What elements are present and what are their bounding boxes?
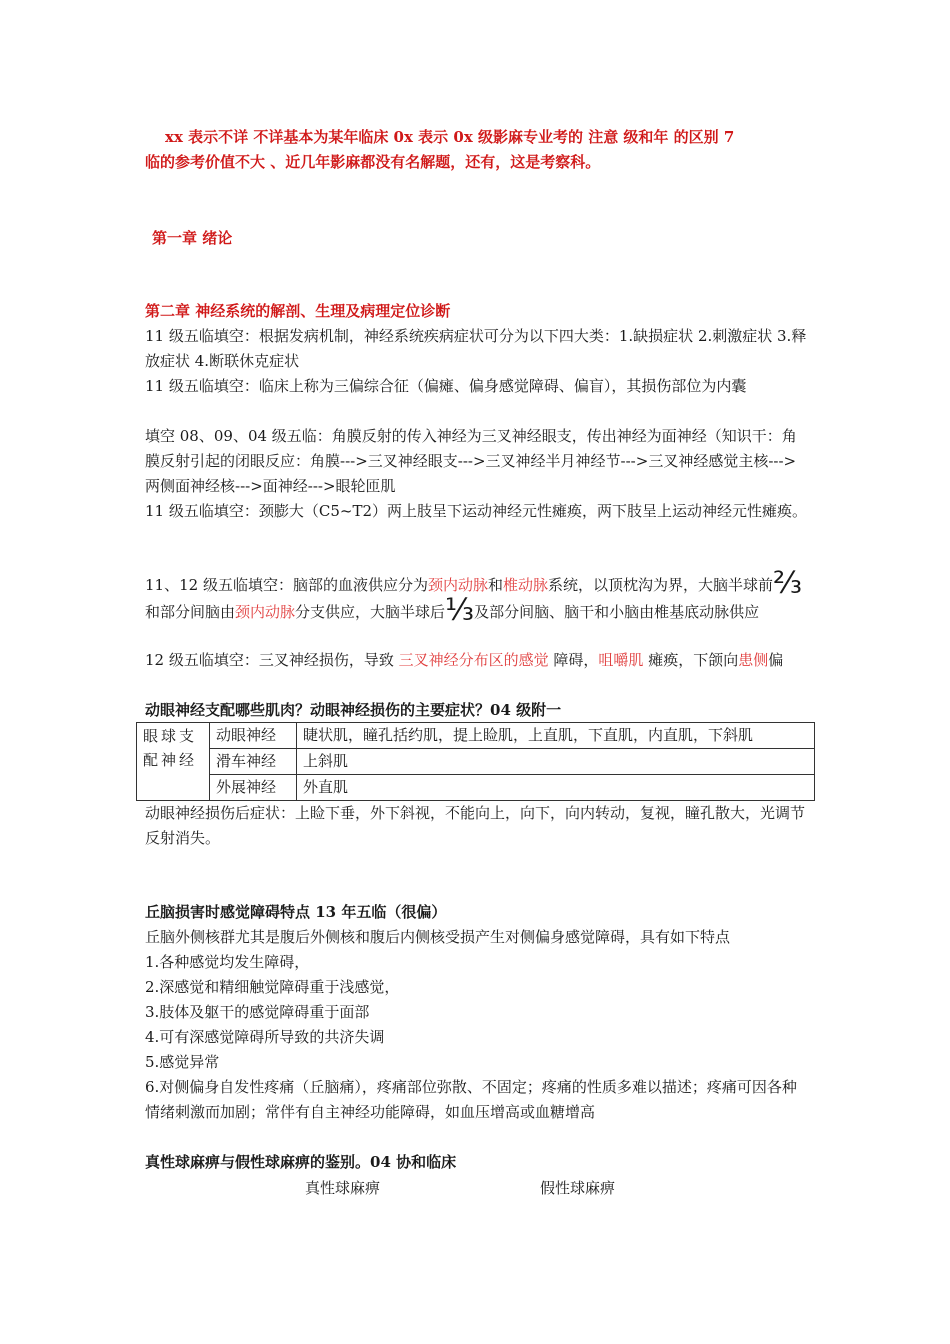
question-5 <box>145 548 810 628</box>
q6-affected-side: 患侧 <box>738 651 769 669</box>
list-item: 6.对侧偏身自发性疼痛（丘脑痛），疼痛部位弥散、不固定；疼痛的性质多难以描述；疼痛可因各种情绪刺激而加剧；常伴有自主神经功能障碍，如血压增高或血糖增高 <box>145 1078 797 1121</box>
table-nerve-cell: 滑车神经 <box>210 749 297 775</box>
chapter-1-heading: 第一章 绪论 <box>152 229 233 247</box>
q5-vertebral-artery: 椎动脉 <box>502 576 548 594</box>
q6-text-e: 瘫痪，下颌向 <box>643 651 739 669</box>
q6-text-c: 障碍， <box>548 651 599 669</box>
thalamus-intro: 丘脑外侧核群尤其是腹后外侧核和腹后内侧核受损产生对侧偏身感觉障碍，具有如下特点 <box>145 928 731 946</box>
table-muscle-cell: 睫状肌，瞳孔括约肌，提上睑肌，上直肌，下直肌，内直肌，下斜肌 <box>297 723 815 749</box>
question-3: 填空 08、09、04 级五临：角膜反射的传入神经为三叉神经眼支，传出神经为面神经（知识干：角膜反射引起的闭眼反应：角膜--->三叉神经眼支--->三叉神经半月神经节--->三叉神经感觉主核--->两侧面神经核--->面神经--->眼轮匝肌 <box>145 427 797 495</box>
table-muscle-cell: 上斜肌 <box>297 749 815 775</box>
oculomotor-symptoms: 动眼神经损伤后症状：上睑下垂，外下斜视，不能向上，向下，向内转动，复视，瞳孔散大，光调节反射消失。 <box>145 804 806 847</box>
list-item: 4.可有深感觉障碍所导致的共济失调 <box>145 1028 385 1046</box>
table-nerve-cell: 动眼神经 <box>210 723 297 749</box>
true-bulbar-palsy-header: 真性球麻痹 <box>305 1179 381 1197</box>
question-4: 11 级五临填空：颈膨大（C5~T2）两上肢呈下运动神经元性瘫痪，两下肢呈上运动神经元性瘫痪。 <box>145 502 807 520</box>
q5-internal-carotid-2: 颈内动脉 <box>235 603 296 621</box>
q5-text-e: 系统，以顶枕沟为界，大脑半球前 <box>548 576 774 594</box>
chapter-2-heading: 第二章 神经系统的解剖、生理及病理定位诊断 <box>145 302 451 320</box>
question-2: 11 级五临填空：临床上称为三偏综合征（偏瘫、偏身感觉障碍、偏盲），其损伤部位为内囊 <box>145 377 747 395</box>
list-item: 1.各种感觉均发生障碍， <box>145 953 310 971</box>
list-item: 5.感觉异常 <box>145 1053 220 1071</box>
oculomotor-question: 动眼神经支配哪些肌肉？动眼神经损伤的主要症状？04 级附一 <box>145 701 562 719</box>
q6-sensory-area: 三叉神经分布区的感觉 <box>398 651 549 669</box>
q6-text-g: 偏 <box>768 651 784 669</box>
table-muscle-cell: 外直肌 <box>297 775 815 801</box>
q5-internal-carotid: 颈内动脉 <box>427 576 488 594</box>
q5-fraction-one-third: ⅓ <box>445 593 475 628</box>
intro-note-line2: 临的参考价值不大 、近几年影麻都没有名解题，还有，这是考察科。 <box>145 153 601 171</box>
bulbar-palsy-title: 真性球麻痹与假性球麻痹的鉴别。04 协和临床 <box>145 1153 457 1171</box>
table-nerve-cell: 外展神经 <box>210 775 297 801</box>
list-item: 3.肢体及躯干的感觉障碍重于面部 <box>145 1003 370 1021</box>
table-row <box>137 775 815 801</box>
q5-text-i: 分支供应，大脑半球后 <box>295 603 446 621</box>
question-1: 11 级五临填空：根据发病机制，神经系统疾病症状可分为以下四大类：1.缺损症状 2.刺激症状 3.释放症状 4.断联休克症状 <box>145 327 807 370</box>
q6-masseter: 咀嚼肌 <box>598 651 644 669</box>
q5-text-c: 和 <box>487 576 503 594</box>
table-group-cell: 眼球支配神经 <box>137 723 210 801</box>
q5-text-a: 11、12 级五临填空：脑部的血液供应分为 <box>145 576 428 594</box>
q5-text-k: 及部分间脑、脑干和小脑由椎基底动脉供应 <box>474 603 760 621</box>
eye-nerve-table <box>136 722 815 801</box>
intro-note <box>145 125 825 175</box>
q5-fraction-two-thirds: ⅔ <box>773 566 803 601</box>
question-6 <box>145 648 810 673</box>
table-row <box>137 749 815 775</box>
intro-note-line1: xx 表示不详 不详基本为某年临床 0x 表示 0x 级影麻专业考的 注意 级和年 的区别 7 <box>165 128 735 146</box>
pseudo-bulbar-palsy-header: 假性球麻痹 <box>540 1179 616 1197</box>
thalamus-points <box>145 950 810 1125</box>
thalamus-title: 丘脑损害时感觉障碍特点 13 年五临（很偏） <box>145 903 447 921</box>
q5-text-g: 和部分间脑由 <box>145 603 236 621</box>
list-item: 2.深感觉和精细触觉障碍重于浅感觉， <box>145 978 400 996</box>
table-row <box>137 723 815 749</box>
q6-text-a: 12 级五临填空：三叉神经损伤，导致 <box>145 651 399 669</box>
